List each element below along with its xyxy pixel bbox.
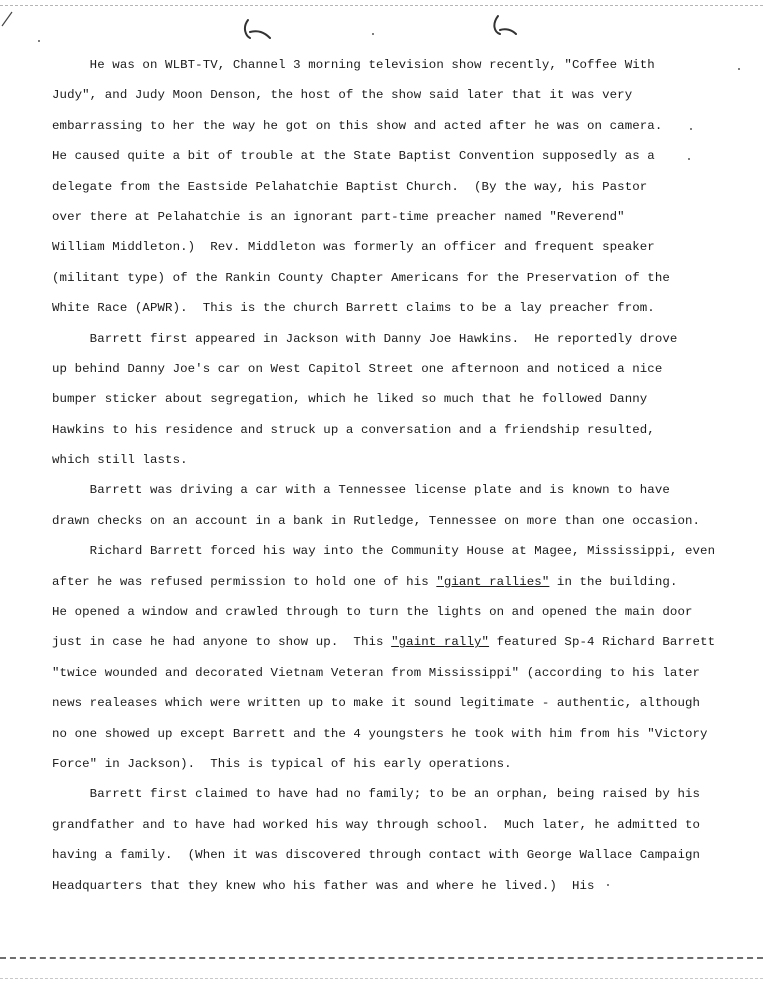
speck bbox=[372, 33, 374, 35]
underlined-phrase: "giant rallies" bbox=[436, 574, 550, 589]
text-segment: He was on WLBT-TV, Channel 3 morning television show recently, "Coffee With bbox=[52, 58, 655, 72]
text-line bbox=[52, 846, 732, 876]
text-line bbox=[52, 421, 732, 451]
speck bbox=[38, 40, 40, 42]
text-line bbox=[52, 86, 732, 116]
text-segment: Hawkins to his residence and struck up a conversation and a friendship resulted, bbox=[52, 422, 655, 437]
text-line bbox=[52, 360, 732, 390]
text-line bbox=[52, 390, 732, 420]
text-line bbox=[52, 117, 732, 147]
pen-mark-left-icon bbox=[240, 18, 274, 44]
text-line bbox=[52, 208, 732, 238]
text-segment: embarrassing to her the way he got on this show and acted after he was on camera. bbox=[52, 118, 663, 133]
text-line bbox=[52, 816, 732, 846]
text-segment: He opened a window and crawled through to turn the lights on and opened the main door bbox=[52, 605, 693, 620]
text-line bbox=[52, 238, 732, 268]
text-line bbox=[52, 481, 732, 511]
text-segment: drawn checks on an account in a bank in Rutledge, Tennessee on more than one occasion. bbox=[52, 513, 701, 528]
text-line bbox=[52, 269, 732, 299]
speck bbox=[738, 68, 740, 70]
underlined-phrase: "gaint rally" bbox=[391, 635, 490, 650]
text-segment: just in case he had anyone to show up. This bbox=[52, 635, 392, 650]
text-segment: having a family. (When it was discovered through contact with George Wallace Campaign bbox=[52, 848, 701, 863]
text-segment: "twice wounded and decorated Vietnam Veteran from Mississippi" (according to his later bbox=[52, 665, 701, 680]
text-line bbox=[52, 178, 732, 208]
text-segment: Richard Barrett forced his way into the Community House at Magee, Mississippi, even bbox=[52, 544, 716, 559]
text-line bbox=[52, 542, 732, 572]
text-line bbox=[52, 330, 732, 360]
text-line bbox=[52, 573, 732, 603]
text-segment: Barrett was driving a car with a Tennessee license plate and is known to have bbox=[52, 483, 670, 498]
text-segment: which still lasts. bbox=[52, 453, 188, 468]
text-line bbox=[52, 147, 732, 177]
text-segment: in the building. bbox=[549, 574, 678, 589]
text-line bbox=[52, 299, 732, 329]
text-segment: over there at Pelahatchie is an ignorant part-time preacher named "Reverend" bbox=[52, 209, 625, 224]
text-line bbox=[52, 633, 732, 663]
text-line bbox=[52, 694, 732, 724]
text-line bbox=[52, 755, 732, 785]
text-line bbox=[52, 725, 732, 755]
text-line bbox=[52, 603, 732, 633]
text-line bbox=[52, 877, 732, 907]
text-line bbox=[52, 451, 732, 481]
text-segment: bumper sticker about segregation, which he liked so much that he followed Danny bbox=[52, 392, 648, 407]
text-segment: featured Sp-4 Richard Barrett bbox=[489, 635, 716, 650]
text-segment: Force" in Jackson). This is typical of his early operations. bbox=[52, 756, 512, 771]
text-segment: up behind Danny Joe's car on West Capitol Street one afternoon and noticed a nice bbox=[52, 361, 663, 376]
text-segment: no one showed up except Barrett and the 4 youngsters he took with him from his "Victory bbox=[52, 726, 708, 741]
text-segment: White Race (APWR). This is the church Barrett claims to be a lay preacher from. bbox=[52, 301, 655, 316]
scan-edge-top bbox=[0, 5, 763, 6]
scan-edge-bottom-faint bbox=[0, 978, 763, 979]
text-segment: news realeases which were written up to make it sound legitimate - authentic, although bbox=[52, 696, 701, 711]
text-segment: (militant type) of the Rankin County Chapter Americans for the Preservation of the bbox=[52, 270, 670, 285]
text-line bbox=[52, 664, 732, 694]
text-segment: Barrett first claimed to have had no family; to be an orphan, being raised by his bbox=[52, 787, 701, 802]
text-segment: delegate from the Eastside Pelahatchie Baptist Church. (By the way, his Pastor bbox=[52, 179, 648, 194]
text-segment: Headquarters that they knew who his father was and where he lived.) His bbox=[52, 878, 595, 893]
text-segment: He caused quite a bit of trouble at the State Baptist Convention supposedly as a bbox=[52, 149, 655, 164]
text-line bbox=[52, 512, 732, 542]
text-segment: Judy", and Judy Moon Denson, the host of the show said later that it was very bbox=[52, 88, 633, 103]
text-line bbox=[52, 56, 732, 86]
text-segment: after he was refused permission to hold one of his bbox=[52, 574, 437, 589]
text-segment: grandfather and to have had worked his way through school. Much later, he admitted to bbox=[52, 817, 701, 832]
typed-text-body bbox=[52, 56, 732, 907]
text-segment: William Middleton.) Rev. Middleton was formerly an officer and frequent speaker bbox=[52, 240, 655, 255]
text-line bbox=[52, 785, 732, 815]
pen-mark-right-icon bbox=[488, 14, 522, 42]
scan-edge-bottom bbox=[0, 957, 763, 959]
corner-tick-icon bbox=[0, 8, 16, 28]
text-segment: Barrett first appeared in Jackson with Danny Joe Hawkins. He reportedly drove bbox=[52, 331, 678, 346]
